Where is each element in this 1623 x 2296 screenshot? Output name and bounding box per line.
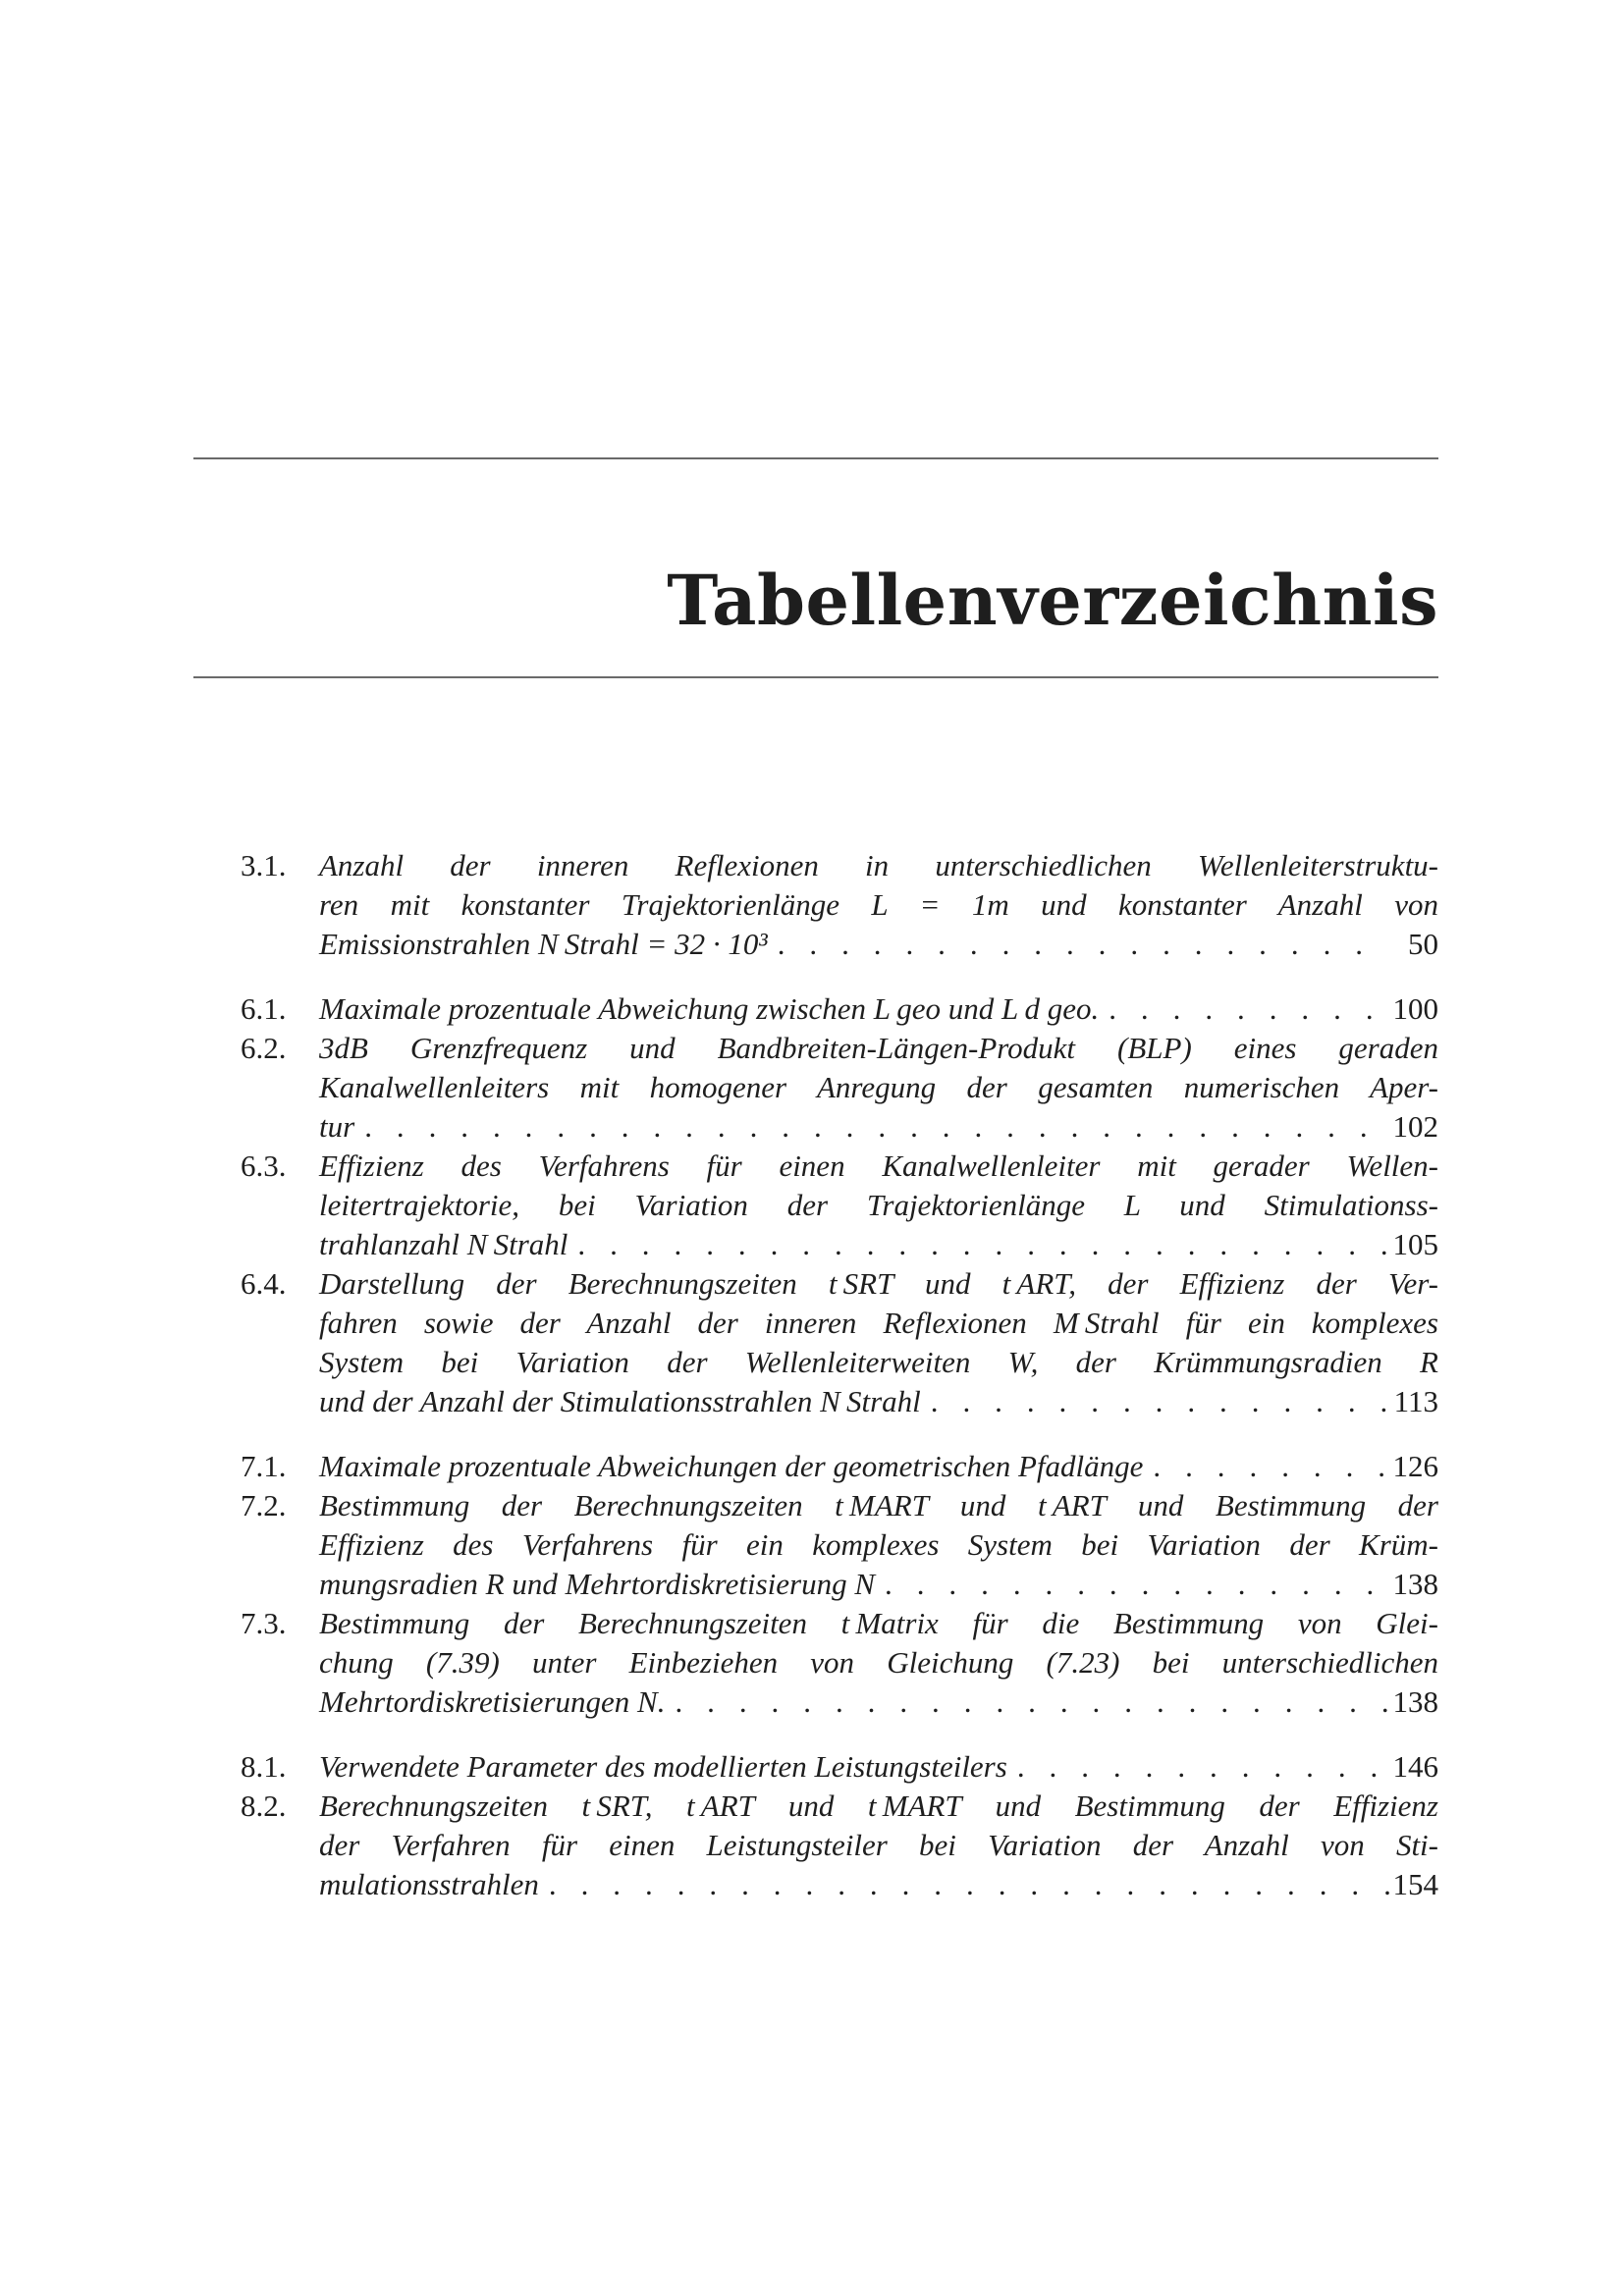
entry-title-text: Bestimmung der Berechnungszeiten t Matrix für die Bestimmung von Glei- bbox=[319, 1606, 1438, 1640]
dot-leader bbox=[665, 1682, 1389, 1722]
entry-line bbox=[319, 1107, 1438, 1147]
entry-line bbox=[319, 1068, 1438, 1107]
page-number[interactable]: 50 bbox=[1408, 927, 1438, 961]
entry-title-text: System bei Variation der Wellenleiterweiten W, der Krümmungsradien R bbox=[319, 1345, 1438, 1379]
dot-leader bbox=[768, 925, 1389, 964]
dot-leader bbox=[539, 1865, 1389, 1904]
entry-title-text: chung (7.39) unter Einbeziehen von Gleichung (7.23) bei unterschiedlichen bbox=[319, 1645, 1438, 1680]
entry-title-text: ren mit konstanter Trajektorienlänge L = 1m und konstanter Anzahl von bbox=[319, 887, 1438, 922]
entry-number: 8.1. bbox=[241, 1749, 287, 1784]
page-number[interactable]: 113 bbox=[1393, 1384, 1438, 1418]
entry-number: 6.3. bbox=[241, 1148, 287, 1183]
entry-line bbox=[319, 1826, 1438, 1865]
entry-line bbox=[319, 1643, 1438, 1682]
entry-title-text: und der Anzahl der Stimulationsstrahlen N Strahl bbox=[319, 1384, 921, 1418]
dot-leader bbox=[875, 1565, 1389, 1604]
entry-title-text: fahren sowie der Anzahl der inneren Reflexionen M Strahl für ein komplexes bbox=[319, 1306, 1438, 1340]
page-number[interactable]: 105 bbox=[1392, 1227, 1438, 1261]
entry-title-text: Emissionstrahlen N Strahl = 32 · 10³ bbox=[319, 927, 768, 961]
page-number[interactable]: 102 bbox=[1392, 1109, 1438, 1144]
header-rule-top bbox=[193, 457, 1438, 459]
entry-number: 6.4. bbox=[241, 1266, 287, 1301]
entry-line bbox=[319, 846, 1438, 885]
entry-line bbox=[319, 1787, 1438, 1826]
entry-title-text: Maximale prozentuale Abweichungen der geometrischen Pfadlänge bbox=[319, 1449, 1144, 1483]
entry-title-text: Maximale prozentuale Abweichung zwischen L geo und L d geo. bbox=[319, 991, 1100, 1026]
toc-entry[interactable] bbox=[241, 1604, 1438, 1722]
entry-line bbox=[319, 1343, 1438, 1382]
entry-title-text: Darstellung der Berechnungszeiten t SRT und t ART, der Effizienz der Ver- bbox=[319, 1266, 1438, 1301]
toc-entry[interactable] bbox=[241, 1747, 1438, 1787]
entry-line bbox=[319, 1382, 1438, 1421]
entry-number: 7.3. bbox=[241, 1606, 287, 1640]
dot-leader bbox=[1099, 989, 1389, 1029]
entry-line bbox=[319, 1029, 1438, 1068]
header-rule-bottom bbox=[193, 676, 1438, 678]
entry-line bbox=[319, 1225, 1438, 1264]
entry-title-text: Bestimmung der Berechnungszeiten t MART und t ART und Bestimmung der bbox=[319, 1488, 1438, 1522]
entry-number: 7.2. bbox=[241, 1488, 287, 1522]
toc-entry[interactable] bbox=[241, 1486, 1438, 1604]
dot-leader bbox=[354, 1107, 1389, 1147]
page-number[interactable]: 126 bbox=[1392, 1449, 1438, 1483]
entry-title-text: Mehrtordiskretisierungen N. bbox=[319, 1684, 666, 1719]
entry-line bbox=[319, 885, 1438, 925]
entry-line bbox=[319, 1682, 1438, 1722]
entry-title-text: Effizienz des Verfahrens für ein komplexes System bei Variation der Krüm- bbox=[319, 1527, 1438, 1562]
dot-leader bbox=[1007, 1747, 1389, 1787]
dot-leader bbox=[568, 1225, 1389, 1264]
entry-line bbox=[319, 1486, 1438, 1525]
toc-entry[interactable] bbox=[241, 846, 1438, 964]
entry-line bbox=[319, 989, 1438, 1029]
entry-title-text: tur bbox=[319, 1109, 355, 1144]
toc-entry[interactable] bbox=[241, 1029, 1438, 1147]
toc-entry[interactable] bbox=[241, 1147, 1438, 1264]
entry-title-text: Verwendete Parameter des modellierten Leistungsteilers bbox=[319, 1749, 1007, 1784]
toc-group bbox=[241, 989, 1438, 1421]
entry-line bbox=[319, 1525, 1438, 1565]
page-number[interactable]: 146 bbox=[1392, 1749, 1438, 1784]
toc-entry[interactable] bbox=[241, 1447, 1438, 1486]
page-number[interactable]: 138 bbox=[1392, 1567, 1438, 1601]
entry-number: 7.1. bbox=[241, 1449, 287, 1483]
entry-line bbox=[319, 1747, 1438, 1787]
toc-group bbox=[241, 1747, 1438, 1904]
dot-leader bbox=[921, 1382, 1389, 1421]
toc-entry[interactable] bbox=[241, 989, 1438, 1029]
entry-title-text: trahlanzahl N Strahl bbox=[319, 1227, 568, 1261]
entry-line bbox=[319, 925, 1438, 964]
page-number[interactable]: 100 bbox=[1392, 991, 1438, 1026]
entry-number: 8.2. bbox=[241, 1789, 287, 1823]
entry-title-text: Effizienz des Verfahrens für einen Kanalwellenleiter mit gerader Wellen- bbox=[319, 1148, 1438, 1183]
entry-line bbox=[319, 1565, 1438, 1604]
entry-line bbox=[319, 1264, 1438, 1304]
entry-line bbox=[319, 1865, 1438, 1904]
entry-number: 3.1. bbox=[241, 848, 287, 882]
entry-line bbox=[319, 1147, 1438, 1186]
entry-number: 6.1. bbox=[241, 991, 287, 1026]
entry-title-text: leitertrajektorie, bei Variation der Trajektorienlänge L und Stimulationss- bbox=[319, 1188, 1438, 1222]
entry-title-text: der Verfahren für einen Leistungsteiler bei Variation der Anzahl von Sti- bbox=[319, 1828, 1438, 1862]
entry-line bbox=[319, 1186, 1438, 1225]
entry-title-text: mulationsstrahlen bbox=[319, 1867, 539, 1901]
entry-title-text: Berechnungszeiten t SRT, t ART und t MART und Bestimmung der Effizienz bbox=[319, 1789, 1438, 1823]
entry-title-text: Anzahl der inneren Reflexionen in unterschiedlichen Wellenleiterstruktu- bbox=[319, 848, 1438, 882]
entry-title-text: Kanalwellenleiters mit homogener Anregung der gesamten numerischen Aper- bbox=[319, 1070, 1438, 1104]
page-title: Tabellenverzeichnis bbox=[667, 559, 1438, 641]
entry-line bbox=[319, 1447, 1438, 1486]
list-of-tables bbox=[241, 846, 1438, 1930]
toc-group bbox=[241, 846, 1438, 964]
page-number[interactable]: 138 bbox=[1392, 1684, 1438, 1719]
toc-entry[interactable] bbox=[241, 1264, 1438, 1421]
dot-leader bbox=[1143, 1447, 1389, 1486]
toc-group bbox=[241, 1447, 1438, 1722]
page-number[interactable]: 154 bbox=[1392, 1867, 1438, 1901]
toc-entry[interactable] bbox=[241, 1787, 1438, 1904]
entry-title-text: 3dB Grenzfrequenz und Bandbreiten-Längen-Produkt (BLP) eines geraden bbox=[319, 1031, 1438, 1065]
entry-line bbox=[319, 1304, 1438, 1343]
entry-number: 6.2. bbox=[241, 1031, 287, 1065]
entry-title-text: mungsradien R und Mehrtordiskretisierung N bbox=[319, 1567, 876, 1601]
entry-line bbox=[319, 1604, 1438, 1643]
